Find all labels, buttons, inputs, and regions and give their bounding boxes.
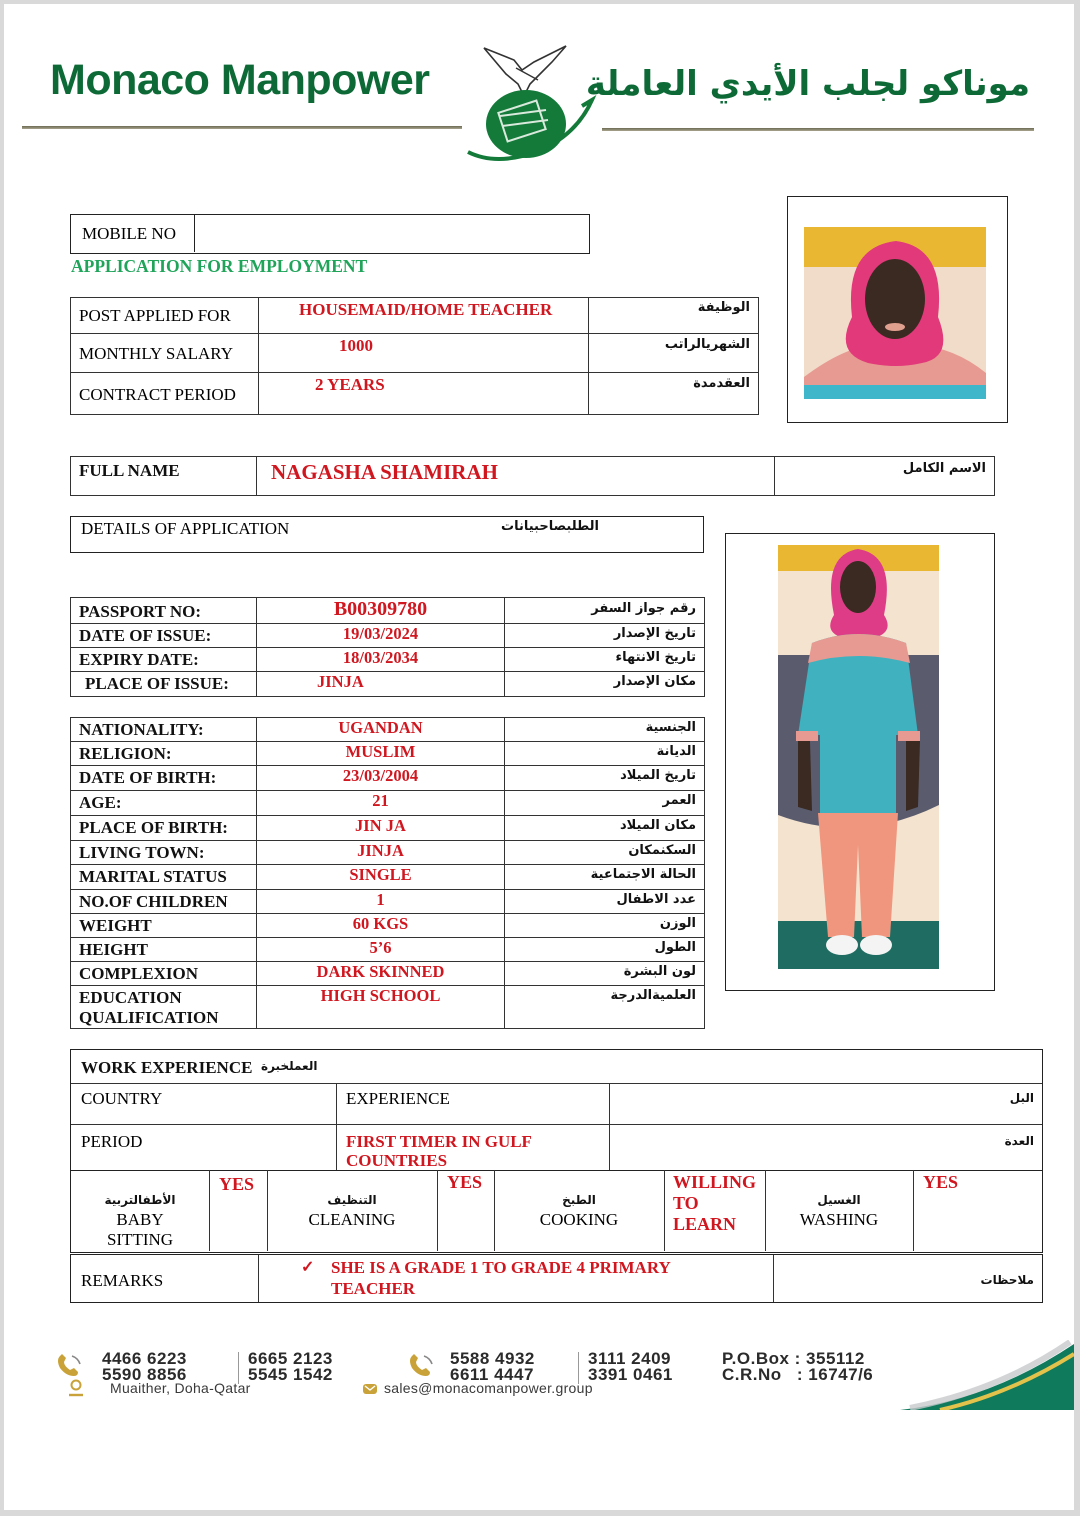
header-divider-left [22, 126, 462, 129]
personal-label-arabic: عدد الاطفال [505, 890, 705, 914]
skill-value-line: LEARN [673, 1214, 737, 1234]
remarks-value-line: SHE IS A GRADE 1 TO GRADE 4 PRIMARY [331, 1258, 671, 1277]
remarks-value-line: TEACHER [331, 1279, 416, 1298]
headshot-photo-frame [787, 196, 1008, 423]
personal-row [71, 718, 705, 742]
passport-row [71, 672, 705, 697]
passport-label: PLACE OF ISSUE: [71, 672, 257, 697]
location-pin-icon [68, 1379, 84, 1397]
work-experience-box [70, 1049, 1043, 1171]
period-label-arabic: العدة [1004, 1134, 1034, 1148]
personal-label: AGE: [71, 791, 257, 816]
divider [773, 1255, 774, 1302]
personal-value: MUSLIM [257, 742, 505, 766]
divider [258, 1255, 259, 1302]
company-address: Muaither, Doha-Qatar [110, 1380, 251, 1396]
personal-details-table [70, 717, 705, 1029]
remarks-box [70, 1254, 1043, 1303]
remarks-value [331, 1257, 671, 1299]
full-body-photo [778, 545, 939, 969]
personal-row [71, 890, 705, 914]
passport-label: EXPIRY DATE: [71, 648, 257, 672]
phone-icon [54, 1350, 84, 1380]
job-row [71, 334, 759, 373]
skill-label-arabic: الغسيل [817, 1193, 861, 1207]
skill-label-arabic: الطبخ [562, 1193, 596, 1207]
personal-label: MARITAL STATUS [71, 865, 257, 890]
passport-value: B00309780 [257, 598, 505, 624]
section-title: APPLICATION FOR EMPLOYMENT [71, 256, 368, 276]
divider [336, 1083, 337, 1170]
passport-value: JINJA [257, 672, 505, 697]
application-form-page [4, 4, 1074, 1510]
po-box-value: : 355112 [794, 1349, 865, 1368]
job-label-arabic: العقدمدة [589, 373, 759, 415]
phone-number: 3391 0461 [588, 1365, 673, 1384]
personal-value: 1 [257, 890, 505, 914]
personal-label-arabic: الديانة [505, 742, 705, 766]
skill-label: WASHING [799, 1210, 879, 1229]
skill-value-line: TO [673, 1193, 699, 1213]
personal-value: 60 KGS [257, 914, 505, 938]
skill-value-cleaning: YES [447, 1172, 483, 1192]
brand-name-english: Monaco Manpower [50, 56, 430, 104]
personal-label-arabic: الجنسية [505, 718, 705, 742]
remarks-label: REMARKS [81, 1271, 164, 1290]
passport-row [71, 648, 705, 672]
personal-value: 5’6 [257, 938, 505, 962]
personal-label: WEIGHT [71, 914, 257, 938]
divider [609, 1083, 610, 1170]
skill-label-arabic: الأطفالتربية [104, 1193, 176, 1207]
phone-number: 5545 1542 [248, 1365, 333, 1384]
personal-row [71, 938, 705, 962]
phones-group-a [102, 1351, 187, 1383]
details-of-application-box [70, 516, 704, 553]
passport-value: 19/03/2024 [257, 624, 505, 648]
cr-value: : 16747/6 [796, 1365, 874, 1384]
personal-label: PLACE OF BIRTH: [71, 816, 257, 841]
cr-label: C.R.No [722, 1365, 782, 1384]
personal-label-arabic: الحالة الاجتماعية [505, 865, 705, 890]
personal-label: HEIGHT [71, 938, 257, 962]
phone-number: 6611 4447 [450, 1365, 534, 1384]
personal-label-line: QUALIFICATION [79, 1008, 219, 1027]
personal-value: SINGLE [257, 865, 505, 890]
country-label-arabic: البل [1009, 1091, 1034, 1105]
job-value: HOUSEMAID/HOME TEACHER [259, 298, 589, 334]
personal-row [71, 914, 705, 938]
brand-name-arabic: موناكو لجلب الأيدي العاملة [585, 64, 1030, 104]
skill-value-baby-sitting: YES [219, 1174, 255, 1194]
skill-cooking [494, 1190, 664, 1230]
full-body-photo-frame [725, 533, 995, 991]
personal-label-line: EDUCATION [79, 988, 182, 1007]
job-value: 1000 [259, 334, 589, 373]
job-label: POST APPLIED FOR [71, 298, 259, 334]
job-value: 2 YEARS [259, 373, 589, 415]
skill-value-cooking [673, 1172, 756, 1235]
phone-icon [406, 1350, 436, 1380]
phones-group-d [588, 1351, 673, 1383]
po-box-label: P.O.Box [722, 1349, 790, 1368]
divider [71, 1124, 1042, 1125]
personal-row [71, 742, 705, 766]
personal-label: NATIONALITY: [71, 718, 257, 742]
skills-box [70, 1170, 1043, 1253]
skill-label-arabic: التنظيف [327, 1193, 377, 1207]
personal-label-arabic: مكان الميلاد [505, 816, 705, 841]
decorative-swoosh-icon [900, 1340, 1074, 1410]
personal-label-arabic: الطول [505, 938, 705, 962]
passport-value: 18/03/2034 [257, 648, 505, 672]
skill-label: CLEANING [308, 1210, 396, 1229]
job-details-table [70, 297, 759, 415]
personal-value: JIN JA [257, 816, 505, 841]
personal-row [71, 865, 705, 890]
header-divider-right [602, 128, 1034, 131]
passport-label: PASSPORT NO: [71, 598, 257, 624]
personal-row [71, 841, 705, 865]
passport-label-arabic: رقم جواز السفر [505, 598, 705, 624]
details-label: DETAILS OF APPLICATION [81, 519, 290, 538]
company-registration [722, 1351, 873, 1383]
divider [664, 1170, 665, 1251]
company-logo-icon [456, 40, 606, 164]
phones-group-b [248, 1351, 333, 1383]
personal-value: 23/03/2004 [257, 766, 505, 791]
job-label-arabic: الشهريالراتب [589, 334, 759, 373]
email-icon [362, 1381, 378, 1395]
divider [437, 1170, 438, 1251]
work-experience-title-arabic: العملخبرة [261, 1059, 318, 1073]
phone-number: 5590 8856 [102, 1365, 187, 1384]
skill-washing [765, 1190, 913, 1230]
skill-label: COOKING [539, 1210, 619, 1229]
phone-number: 5588 4932 [450, 1349, 535, 1368]
mobile-number-label: MOBILE NO [71, 215, 195, 252]
skill-label: SITTING [106, 1230, 174, 1249]
details-label-arabic: الطلبصاحبيانات [501, 519, 599, 534]
personal-row [71, 986, 705, 1029]
personal-row [71, 766, 705, 791]
headshot-photo [804, 227, 986, 399]
personal-label-arabic: السكنمكان [505, 841, 705, 865]
personal-value: JINJA [257, 841, 505, 865]
work-experience-header [71, 1050, 1042, 1084]
skill-cleaning [267, 1190, 437, 1230]
job-row [71, 298, 759, 334]
personal-label: NO.OF CHILDREN [71, 890, 257, 914]
personal-label: LIVING TOWN: [71, 841, 257, 865]
check-icon: ✓ [301, 1259, 315, 1276]
personal-value: UGANDAN [257, 718, 505, 742]
passport-label-arabic: مكان الإصدار [505, 672, 705, 697]
job-label: CONTRACT PERIOD [71, 373, 259, 415]
personal-label-arabic: لون البشرة [505, 962, 705, 986]
passport-label-arabic: تاريخ الإصدار [505, 624, 705, 648]
skill-baby-sitting [71, 1190, 209, 1250]
job-row [71, 373, 759, 415]
passport-label-arabic: تاريخ الانتهاء [505, 648, 705, 672]
job-label: MONTHLY SALARY [71, 334, 259, 373]
job-label-arabic: الوظيفة [589, 298, 759, 334]
mobile-number-field [70, 214, 590, 254]
personal-value: DARK SKINNED [257, 962, 505, 986]
personal-label-arabic: تاريخ الميلاد [505, 766, 705, 791]
personal-label: DATE OF BIRTH: [71, 766, 257, 791]
full-name-label: FULL NAME [71, 457, 257, 496]
skill-value-washing: YES [923, 1172, 959, 1192]
passport-label: DATE OF ISSUE: [71, 624, 257, 648]
divider [913, 1170, 914, 1251]
skill-value-line: WILLING [673, 1172, 757, 1192]
phone-number: 6665 2123 [248, 1349, 333, 1368]
full-name-value: NAGASHA SHAMIRAH [257, 457, 775, 496]
skill-label: BABY [116, 1210, 164, 1229]
personal-value: HIGH SCHOOL [257, 986, 505, 1029]
passport-table [70, 597, 705, 697]
personal-label [71, 986, 257, 1029]
personal-value: 21 [257, 791, 505, 816]
remarks-label-arabic: ملاحظات [980, 1273, 1034, 1287]
experience-label: EXPERIENCE [346, 1089, 450, 1108]
personal-row [71, 791, 705, 816]
phone-number: 3111 2409 [588, 1349, 671, 1368]
full-name-table [70, 456, 995, 496]
country-label: COUNTRY [81, 1089, 163, 1108]
phones-group-c [450, 1351, 535, 1383]
period-label: PERIOD [81, 1132, 143, 1151]
mobile-number-value [195, 215, 589, 252]
personal-label-arabic: العمر [505, 791, 705, 816]
work-experience-title: WORK EXPERIENCE [81, 1058, 253, 1077]
company-email: sales@monacomanpower.group [384, 1380, 593, 1396]
personal-row [71, 962, 705, 986]
phone-number: 4466 6223 [102, 1349, 187, 1368]
full-name-label-arabic: الاسم الكامل [775, 457, 995, 496]
personal-label-arabic: الوزن [505, 914, 705, 938]
personal-row [71, 816, 705, 841]
divider [209, 1170, 210, 1251]
personal-label-arabic: العلميةالدرجة [505, 986, 705, 1029]
personal-label: COMPLEXION [71, 962, 257, 986]
period-value: FIRST TIMER IN GULF COUNTRIES [346, 1132, 532, 1170]
personal-label: RELIGION: [71, 742, 257, 766]
passport-row [71, 598, 705, 624]
passport-row [71, 624, 705, 648]
